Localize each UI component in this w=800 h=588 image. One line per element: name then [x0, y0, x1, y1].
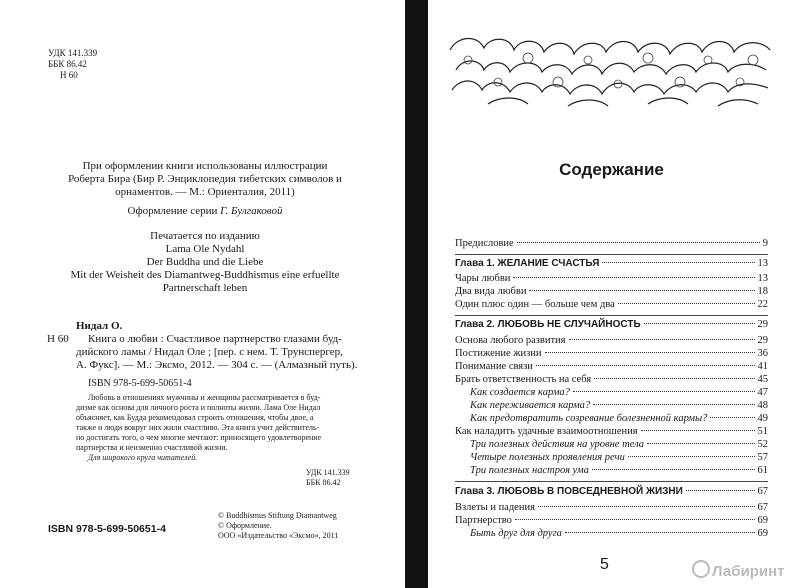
toc-chapter[interactable]: Глава 3. ЛЮБОВЬ В ПОВСЕДНЕВНОЙ ЖИЗНИ 67	[455, 486, 768, 497]
toc-chapter[interactable]: Глава 2. ЛЮБОВЬ НЕ СЛУЧАЙНОСТЬ 29	[455, 319, 768, 330]
toc-item[interactable]: Предисловие 9	[455, 238, 768, 249]
isbn-small: ISBN 978-5-699-50651-4	[88, 378, 192, 389]
author-heading: Нидал О.	[76, 320, 123, 332]
udk-bottom: УДК 141.339 ББК 86.42	[306, 468, 350, 487]
udk-block: УДК 141.339 ББК 86.42 Н 60	[48, 48, 98, 80]
divider	[455, 254, 768, 255]
toc-item[interactable]: Основа любого развития 29	[455, 335, 768, 346]
original-edition: Печатается по изданию Lama Ole Nydahl Der Buddha und die Liebe Mit der Weisheit des Diamantweg-Buddhismus eine erfuellte Partnerschaft leben	[70, 230, 340, 294]
toc-subitem[interactable]: Как переживается карма? 48	[470, 400, 768, 411]
toc-item[interactable]: Постижение жизни 36	[455, 348, 768, 359]
toc-subitem[interactable]: Четыре полезных проявления речи 57	[470, 452, 768, 463]
toc-title: Содержание	[559, 160, 664, 179]
divider	[455, 481, 768, 482]
toc-subitem[interactable]: Как предотвратить созревание болезненной кармы? 49	[470, 413, 768, 424]
page-number: 5	[600, 556, 609, 573]
toc-chapter[interactable]: Глава 1. ЖЕЛАНИЕ СЧАСТЬЯ 13	[455, 258, 768, 269]
divider	[455, 315, 768, 316]
toc-item[interactable]: Как наладить удачные взаимоотношения 51	[455, 426, 768, 437]
toc-subitem[interactable]: Три полезных настроя ума 61	[470, 465, 768, 476]
toc-item[interactable]: Один плюс один — больше чем два 22	[455, 299, 768, 310]
cloud-ornament	[448, 30, 773, 110]
toc-subitem[interactable]: Три полезных действия на уровне тела 52	[470, 439, 768, 450]
series-design: Оформление серии Г. Булгаковой	[127, 205, 283, 217]
watermark-icon	[692, 560, 710, 578]
watermark-logo: Лабиринт	[692, 560, 785, 581]
toc-item[interactable]: Партнерство 69	[455, 515, 768, 526]
bibliographic-entry: Книга о любви : Счастливое партнерство глазами буд- дийского ламы / Нидал Оле ; [пер. с нем. Т. Трунспергер, А. Фукс]. — М.: Эксмо, 2012. — 304 с. — (Алмазный путь).	[76, 333, 358, 371]
toc-subitem[interactable]: Быть друг для друга 69	[470, 528, 768, 539]
author-code: Н 60	[47, 333, 69, 345]
toc-item[interactable]: Брать ответственность на себя 45	[455, 374, 768, 385]
book-spine	[405, 0, 428, 588]
toc-item[interactable]: Чары любви 13	[455, 273, 768, 284]
toc-item[interactable]: Понимание связи 41	[455, 361, 768, 372]
toc-subitem[interactable]: Как создается карма? 47	[470, 387, 768, 398]
annotation: Любовь в отношениях мужчины и женщины рассматривается в буд- дизме как основа для личного роста и полноты жизни. Лама Оле Нидал объясняет, как Будда рекомендовал строить отношения, чтобы двое, а также и люди вокруг них жили счастливо. Эта книга учит действитель- но достигать того, о чем многие мечтают: приносящего удовлетворение партнерства и неизменно счастливой жизни. Для широкого круга читателей.	[76, 393, 322, 462]
toc-item[interactable]: Взлеты и падения 67	[455, 502, 768, 513]
copyright-block: © Buddhismus Stiftung Diamantweg © Оформление. ООО «Издательство «Эксмо», 2011	[218, 511, 339, 540]
illustrations-note: При оформлении книги использованы иллюстрации Роберта Бира (Бир Р. Энциклопедия тибетских символов и орнаментов. — М.: Ориенталия, 2011)	[68, 160, 342, 198]
toc-item[interactable]: Два вида любви 18	[455, 286, 768, 297]
isbn-large: ISBN 978-5-699-50651-4	[48, 523, 166, 535]
